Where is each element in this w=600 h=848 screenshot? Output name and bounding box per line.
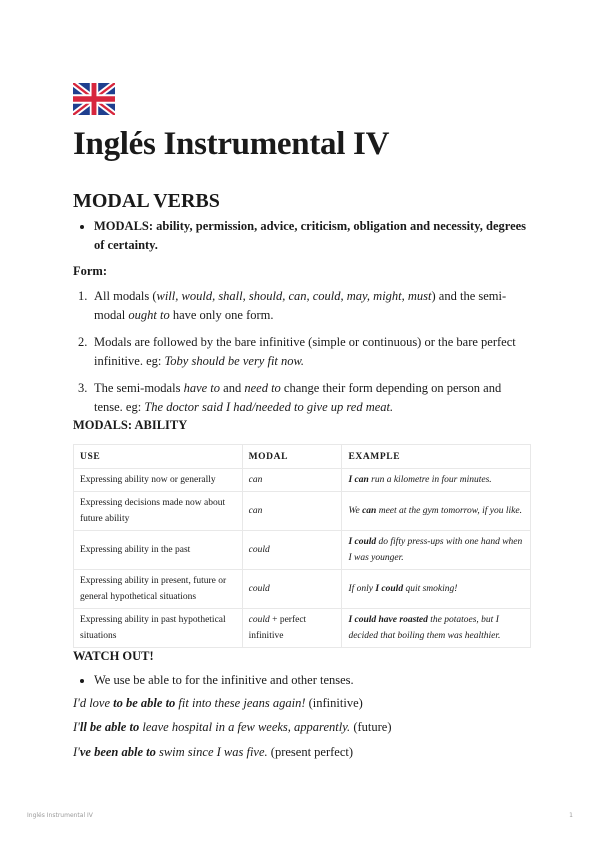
column-header-use: USE [74,445,243,469]
cell-example: I could have roasted the potatoes, but I decided that boiling them was healthier. [342,609,531,648]
page-title: Inglés Instrumental IV [73,126,390,162]
cell-modal: could [242,531,342,570]
table-row [74,609,531,648]
example-sentence-present-perfect: I've been able to swim since I was five. (present perfect) [73,745,354,759]
modals-summary-item: MODALS: ability, permission, advice, criticism, obligation and necessity, degrees of certainty. [73,217,531,255]
cell-example: If only I could quit smoking! [342,570,531,609]
form-rules-list [73,287,531,425]
cell-example: I can run a kilometre in four minutes. [342,469,531,492]
cell-modal: can [242,492,342,531]
watch-out-item: We use be able to for the infinitive and other tenses. [73,671,354,690]
column-header-example: EXAMPLE [342,445,531,469]
form-rule-item: 3. The semi-modals have to and need to change their form depending on person and tense. eg: The doctor said I had/needed to give up red meat. [78,381,502,414]
cell-modal: could [242,570,342,609]
page-footer [27,812,573,819]
cell-use: Expressing ability in past hypothetical situations [74,609,243,648]
page-number: 1 [569,812,573,819]
section-heading-modal-verbs: MODAL VERBS [73,190,220,212]
cell-use: Expressing ability now or generally [74,469,243,492]
table-row [74,492,531,531]
example-sentence-infinitive: I'd love to be able to fit into these jeans again! (infinitive) [73,696,363,710]
table-row [74,531,531,570]
cell-example: I could do fifty press-ups with one hand when I was younger. [342,531,531,570]
form-rule-item: 2. Modals are followed by the bare infinitive (simple or continuous) or the bare perfect infinitive. eg: Toby should be very fit now. [78,335,516,368]
cell-example: We can meet at the gym tomorrow, if you like. [342,492,531,531]
ability-heading: MODALS: ABILITY [73,418,188,432]
cell-use: Expressing ability in present, future or general hypothetical situations [74,570,243,609]
watch-out-heading: WATCH OUT! [73,649,154,663]
watch-out-list [73,671,354,690]
column-header-modal: MODAL [242,445,342,469]
modals-summary-list [73,217,531,255]
ability-table [73,444,531,648]
cell-use: Expressing ability in the past [74,531,243,570]
table-row [74,469,531,492]
cell-modal: can [242,469,342,492]
example-sentence-future: I'll be able to leave hospital in a few weeks, apparently. (future) [73,720,392,734]
form-rule-item: 1. All modals (will, would, shall, should, can, could, may, might, must) and the semi-modal ought to have only one form. [78,289,507,322]
table-row [74,570,531,609]
form-label: Form: [73,264,108,278]
cell-use: Expressing decisions made now about future ability [74,492,243,531]
uk-flag-icon [73,83,115,115]
cell-modal: could + perfect infinitive [242,609,342,648]
table-header-row [74,445,531,469]
footer-title: Inglés Instrumental IV [27,812,93,819]
